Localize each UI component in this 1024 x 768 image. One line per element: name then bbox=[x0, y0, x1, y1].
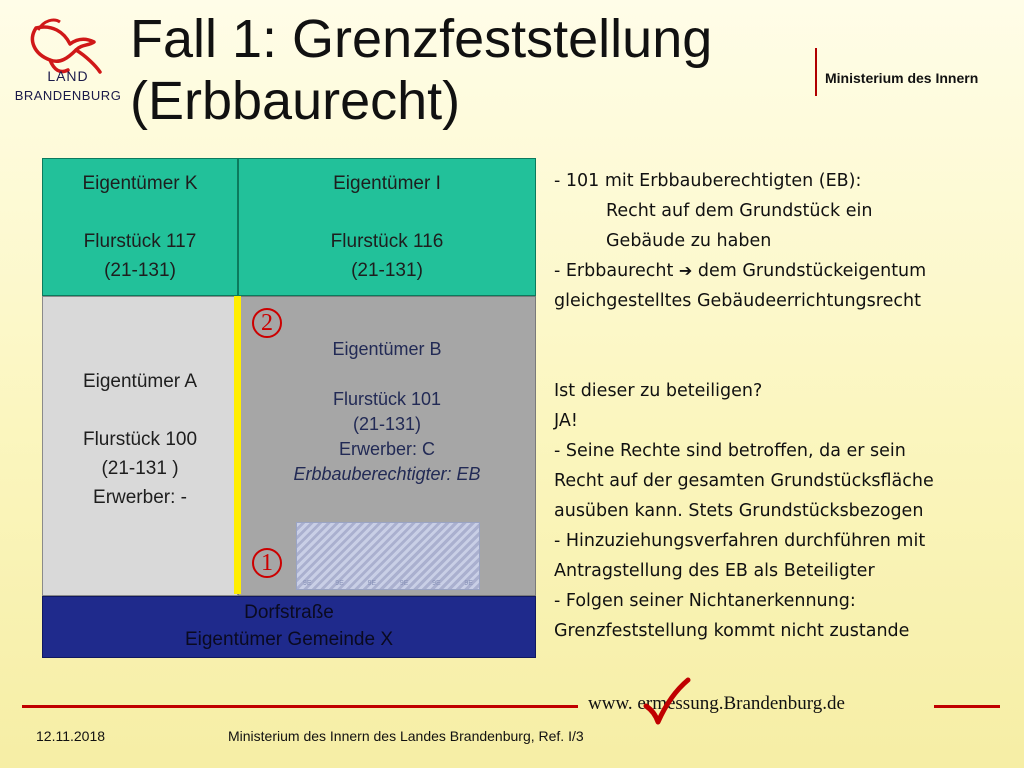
parcel-117-ref: (21-131) bbox=[104, 260, 176, 281]
road-owner: Eigentümer Gemeinde X bbox=[184, 629, 394, 650]
text-fragment: dem Grundstückeigentum bbox=[692, 261, 927, 281]
parcel-116-owner: Eigentümer I bbox=[333, 173, 441, 194]
parcel-100-number: Flurstück 100 bbox=[82, 429, 198, 450]
text-fragment: - Erbbaurecht bbox=[554, 261, 679, 281]
footer-rule-right bbox=[934, 705, 1000, 708]
boundary-marker-2: 2 bbox=[252, 308, 282, 338]
parcel-100-buyer: Erwerber: - bbox=[93, 487, 187, 508]
arrow-right-icon: ➔ bbox=[678, 261, 693, 280]
explanation-text bbox=[554, 166, 1009, 646]
logo-text-brandenburg: BRANDENBURG bbox=[14, 88, 122, 103]
parcel-117 bbox=[42, 158, 238, 296]
text-line bbox=[554, 256, 1009, 286]
parcel-101-ref: (21-131) bbox=[352, 414, 422, 434]
logo-text-land: LAND bbox=[47, 68, 89, 84]
ministry-header bbox=[815, 48, 978, 96]
slide-title-line1: Fall 1: Grenzfeststellung bbox=[130, 9, 713, 69]
boundary-marker-1: 1 bbox=[252, 548, 282, 578]
parcel-101-owner: Eigentümer B bbox=[332, 339, 442, 359]
text-line: ausüben kann. Stets Grundstücksbezogen bbox=[554, 501, 924, 521]
text-line: Ist dieser zu beteiligen? bbox=[554, 381, 763, 401]
road-dorfstrasse bbox=[42, 596, 536, 658]
footer-date: 12.11.2018 bbox=[36, 728, 106, 744]
building-mark: 9E bbox=[303, 580, 312, 587]
brandenburg-eagle-icon bbox=[8, 10, 128, 120]
ministry-header-label: Ministerium des Innern bbox=[825, 70, 979, 86]
parcel-116 bbox=[238, 158, 536, 296]
footer-rule-left bbox=[22, 705, 578, 708]
building-mark: 9E bbox=[367, 580, 377, 587]
text-line: - Hinzuziehungsverfahren durchführen mit bbox=[554, 531, 926, 551]
text-line: Grenzfeststellung kommt nicht zustande bbox=[554, 621, 910, 641]
parcel-117-owner: Eigentümer K bbox=[82, 173, 198, 194]
text-line: - 101 mit Erbbauberechtigten (EB): bbox=[554, 171, 862, 191]
parcel-116-ref: (21-131) bbox=[351, 260, 423, 281]
parcel-100-ref: (21-131 ) bbox=[101, 458, 179, 479]
text-line: - Seine Rechte sind betroffen, da er sein bbox=[554, 441, 906, 461]
road-name: Dorfstraße bbox=[244, 602, 334, 623]
slide-title-line2: (Erbbaurecht) bbox=[130, 71, 461, 131]
text-line: - Folgen seiner Nichtanerkennung: bbox=[554, 591, 856, 611]
parcel-101-number: Flurstück 101 bbox=[332, 389, 442, 409]
slide-title bbox=[130, 8, 830, 132]
parcel-101-holder: Erbbauberechtigter: EB bbox=[293, 464, 481, 484]
footer-url[interactable]: www. ermessung.Brandenburg.de bbox=[588, 693, 845, 714]
text-line: JA! bbox=[554, 411, 578, 431]
text-line: gleichgestelltes Gebäudeerrichtungsrecht bbox=[554, 291, 921, 311]
text-line: Antragstellung des EB als Beteiligter bbox=[554, 561, 875, 581]
parcel-100-owner: Eigentümer A bbox=[82, 371, 198, 392]
footer-ministry: Ministerium des Innern des Landes Brandenburg, Ref. I/3 bbox=[228, 728, 584, 744]
building-hatched bbox=[296, 522, 480, 590]
checkmark-icon bbox=[640, 676, 692, 726]
text-line: Recht auf der gesamten Grundstücksfläche bbox=[554, 471, 934, 491]
building-mark: 9E bbox=[335, 580, 344, 587]
text-line: Gebäude zu haben bbox=[606, 231, 772, 251]
building-mark: 9E bbox=[399, 580, 409, 587]
building-mark: 9E bbox=[464, 580, 473, 587]
parcel-100 bbox=[42, 296, 238, 596]
text-line: Recht auf dem Grundstück ein bbox=[606, 201, 873, 221]
parcel-116-number: Flurstück 116 bbox=[330, 231, 444, 252]
building-mark: 9E bbox=[432, 580, 441, 587]
parcel-117-number: Flurstück 117 bbox=[83, 231, 197, 252]
parcel-101-buyer: Erwerber: C bbox=[338, 439, 436, 459]
disputed-boundary-line bbox=[234, 296, 241, 594]
